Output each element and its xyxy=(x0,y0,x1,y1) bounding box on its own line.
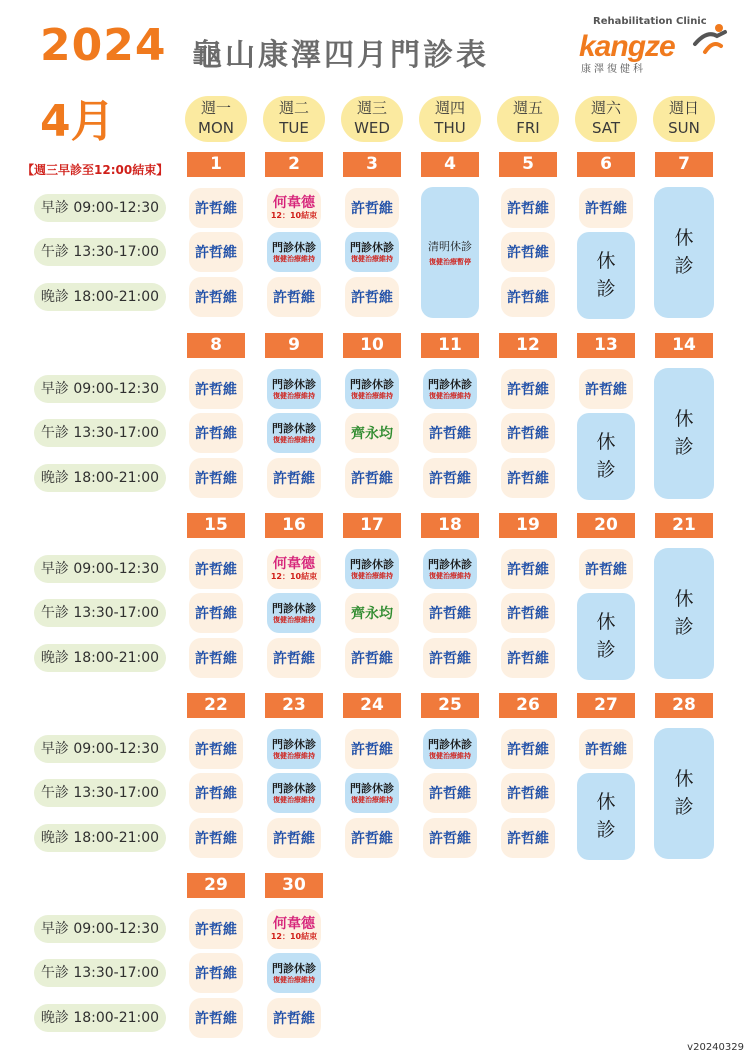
schedule-cell xyxy=(501,277,555,317)
date-box: 25 xyxy=(421,693,479,718)
slot-label: 早診 09:00-12:30 xyxy=(34,375,166,403)
doctor-name: 許哲維 xyxy=(507,245,549,261)
doctor-name: 許哲維 xyxy=(429,606,471,622)
doctor-name: 許哲維 xyxy=(273,651,315,667)
schedule-cell xyxy=(579,188,633,228)
day-header-zh: 週六 xyxy=(590,99,621,117)
schedule-cell xyxy=(501,458,555,498)
doctor-name: 許哲維 xyxy=(507,831,549,847)
schedule-cell xyxy=(267,277,321,317)
doctor-name: 許哲維 xyxy=(429,831,471,847)
doctor-name: 齊永均 xyxy=(351,426,393,442)
closed-label: 門診休診 xyxy=(350,240,394,254)
closed-cell xyxy=(345,773,399,813)
slot-label: 早診 09:00-12:30 xyxy=(34,194,166,222)
schedule-cell xyxy=(189,413,243,453)
schedule-cell xyxy=(345,188,399,228)
date-box: 7 xyxy=(655,152,713,177)
doctor-name: 許哲維 xyxy=(273,831,315,847)
schedule-cell xyxy=(267,549,321,589)
date-box: 13 xyxy=(577,333,635,358)
doctor-name: 許哲維 xyxy=(429,786,471,802)
schedule-cell xyxy=(267,458,321,498)
closed-label: 門診休診 xyxy=(272,421,316,435)
slot-label: 午診 13:30-17:00 xyxy=(34,599,166,627)
date-box: 10 xyxy=(343,333,401,358)
doctor-name: 許哲維 xyxy=(273,290,315,306)
off-char: 診 xyxy=(596,278,616,300)
schedule-cell xyxy=(501,413,555,453)
wednesday-note: 【週三早診至12:00結束】 xyxy=(22,163,169,177)
slot-label: 午診 13:30-17:00 xyxy=(34,959,166,987)
doctor-name: 許哲維 xyxy=(507,471,549,487)
clinic-logo xyxy=(575,16,735,75)
date-box: 9 xyxy=(265,333,323,358)
closed-sub-label: 復健治療維持 xyxy=(273,254,315,263)
closed-label: 門診休診 xyxy=(350,557,394,571)
slot-label: 早診 09:00-12:30 xyxy=(34,915,166,943)
doctor-name: 許哲維 xyxy=(195,966,237,982)
schedule-cell xyxy=(501,818,555,858)
sunday-off-block xyxy=(654,368,714,499)
closed-sub-label: 復健治療維持 xyxy=(429,751,471,760)
logo-chinese: 康澤復健科 xyxy=(581,64,646,75)
date-box: 26 xyxy=(499,693,557,718)
doctor-name: 許哲維 xyxy=(195,245,237,261)
doctor-name: 許哲維 xyxy=(429,471,471,487)
doctor-name: 許哲維 xyxy=(507,201,549,217)
off-char: 休 xyxy=(674,408,694,430)
schedule-cell xyxy=(579,549,633,589)
day-header-en: SAT xyxy=(591,119,621,137)
version-label: v20240329 xyxy=(687,1042,744,1053)
slot-label: 早診 09:00-12:30 xyxy=(34,555,166,583)
schedule-cell xyxy=(423,773,477,813)
sunday-off-block xyxy=(654,548,714,679)
closed-sub-label: 復健治療維持 xyxy=(273,615,315,624)
schedule-cell xyxy=(579,729,633,769)
saturday-off-block xyxy=(577,773,635,860)
saturday-off-block xyxy=(577,232,635,319)
day-header-en: THU xyxy=(434,119,466,137)
doctor-name: 許哲維 xyxy=(507,562,549,578)
closed-cell xyxy=(267,953,321,993)
month-heading: 4月 xyxy=(40,96,115,147)
schedule-cell xyxy=(501,369,555,409)
doctor-name: 許哲維 xyxy=(351,201,393,217)
day-header-en: FRI xyxy=(516,119,540,137)
doctor-name: 許哲維 xyxy=(195,290,237,306)
closed-sub-label: 復健治療維持 xyxy=(273,975,315,984)
holiday-cell xyxy=(421,187,479,318)
closed-cell xyxy=(267,593,321,633)
doctor-name: 許哲維 xyxy=(507,290,549,306)
off-char: 診 xyxy=(674,616,694,638)
closed-label: 門診休診 xyxy=(428,377,472,391)
day-header-en: MON xyxy=(198,119,234,137)
closed-sub-label: 復健治療維持 xyxy=(351,391,393,400)
closed-sub-label: 復健治療維持 xyxy=(273,391,315,400)
schedule-cell xyxy=(189,369,243,409)
doctor-name: 許哲維 xyxy=(429,651,471,667)
off-char: 休 xyxy=(596,791,616,813)
schedule-cell xyxy=(501,729,555,769)
off-char: 診 xyxy=(596,639,616,661)
doctor-name: 許哲維 xyxy=(195,201,237,217)
day-header-thu xyxy=(419,96,481,142)
doctor-name: 許哲維 xyxy=(507,382,549,398)
closed-sub-label: 復健治療維持 xyxy=(429,391,471,400)
closed-cell xyxy=(267,729,321,769)
date-box: 18 xyxy=(421,513,479,538)
schedule-cell xyxy=(501,593,555,633)
schedule-cell xyxy=(189,232,243,272)
day-header-mon xyxy=(185,96,247,142)
date-box: 2 xyxy=(265,152,323,177)
closed-label: 門診休診 xyxy=(350,377,394,391)
date-box: 19 xyxy=(499,513,557,538)
closed-label: 門診休診 xyxy=(272,781,316,795)
schedule-cell xyxy=(345,413,399,453)
doctor-name: 許哲維 xyxy=(195,426,237,442)
date-box: 20 xyxy=(577,513,635,538)
schedule-cell xyxy=(423,593,477,633)
date-box: 6 xyxy=(577,152,635,177)
page-title: 龜山康澤四月門診表 xyxy=(192,38,489,73)
closed-label: 門診休診 xyxy=(428,557,472,571)
closed-sub-label: 復健治療維持 xyxy=(273,435,315,444)
schedule-cell xyxy=(345,729,399,769)
schedule-cell xyxy=(189,953,243,993)
doctor-name: 何韋德 xyxy=(273,916,315,932)
schedule-cell xyxy=(501,188,555,228)
schedule-cell xyxy=(267,909,321,949)
doctor-name: 許哲維 xyxy=(351,651,393,667)
schedule-cell xyxy=(189,773,243,813)
logo-figure-icon xyxy=(691,22,731,58)
doctor-name: 許哲維 xyxy=(195,606,237,622)
doctor-name: 許哲維 xyxy=(195,651,237,667)
doctor-name: 許哲維 xyxy=(351,290,393,306)
closed-cell xyxy=(267,773,321,813)
holiday-sub-label: 復健治療暫停 xyxy=(429,258,471,266)
day-header-en: TUE xyxy=(279,119,309,137)
off-char: 診 xyxy=(596,819,616,841)
schedule-cell xyxy=(189,593,243,633)
doctor-name: 許哲維 xyxy=(507,651,549,667)
slot-label: 晚診 18:00-21:00 xyxy=(34,824,166,852)
date-box: 12 xyxy=(499,333,557,358)
off-char: 診 xyxy=(674,796,694,818)
schedule-cell xyxy=(189,729,243,769)
schedule-cell xyxy=(579,369,633,409)
closed-cell xyxy=(267,369,321,409)
doctor-name: 許哲維 xyxy=(585,201,627,217)
end-time-note: 12：10結束 xyxy=(270,572,318,581)
doctor-name: 許哲維 xyxy=(429,426,471,442)
doctor-name: 許哲維 xyxy=(195,1011,237,1027)
date-box: 30 xyxy=(265,873,323,898)
doctor-name: 許哲維 xyxy=(351,831,393,847)
schedule-cell xyxy=(189,188,243,228)
schedule-cell xyxy=(267,818,321,858)
date-box: 28 xyxy=(655,693,713,718)
slot-label: 午診 13:30-17:00 xyxy=(34,238,166,266)
saturday-off-block xyxy=(577,593,635,680)
schedule-cell xyxy=(501,638,555,678)
schedule-cell xyxy=(189,909,243,949)
day-header-fri xyxy=(497,96,559,142)
schedule-cell xyxy=(189,549,243,589)
schedule-cell xyxy=(345,277,399,317)
doctor-name: 許哲維 xyxy=(195,562,237,578)
day-header-zh: 週二 xyxy=(278,99,309,117)
date-box: 15 xyxy=(187,513,245,538)
closed-label: 門診休診 xyxy=(428,737,472,751)
doctor-name: 許哲維 xyxy=(195,742,237,758)
slot-label: 晚診 18:00-21:00 xyxy=(34,644,166,672)
date-box: 11 xyxy=(421,333,479,358)
saturday-off-block xyxy=(577,413,635,500)
schedule-cell xyxy=(267,638,321,678)
day-header-tue xyxy=(263,96,325,142)
doctor-name: 許哲維 xyxy=(351,742,393,758)
closed-label: 門診休診 xyxy=(272,961,316,975)
schedule-cell xyxy=(423,413,477,453)
date-box: 17 xyxy=(343,513,401,538)
schedule-cell xyxy=(501,549,555,589)
doctor-name: 許哲維 xyxy=(585,742,627,758)
doctor-name: 許哲維 xyxy=(507,742,549,758)
closed-sub-label: 復健治療維持 xyxy=(273,751,315,760)
sunday-off-block xyxy=(654,728,714,859)
schedule-cell xyxy=(423,818,477,858)
slot-label: 晚診 18:00-21:00 xyxy=(34,283,166,311)
doctor-name: 許哲維 xyxy=(351,471,393,487)
date-box: 8 xyxy=(187,333,245,358)
off-char: 休 xyxy=(674,768,694,790)
day-header-zh: 週日 xyxy=(668,99,699,117)
day-header-zh: 週四 xyxy=(434,99,465,117)
closed-sub-label: 復健治療維持 xyxy=(351,571,393,580)
day-header-zh: 週三 xyxy=(356,99,387,117)
closed-sub-label: 復健治療維持 xyxy=(351,254,393,263)
slot-label: 晚診 18:00-21:00 xyxy=(34,464,166,492)
off-char: 休 xyxy=(596,431,616,453)
closed-label: 門診休診 xyxy=(272,377,316,391)
doctor-name: 許哲維 xyxy=(507,786,549,802)
closed-cell xyxy=(423,729,477,769)
date-box: 22 xyxy=(187,693,245,718)
schedule-cell xyxy=(267,188,321,228)
doctor-name: 許哲維 xyxy=(195,922,237,938)
closed-label: 門診休診 xyxy=(272,737,316,751)
schedule-cell xyxy=(345,638,399,678)
doctor-name: 許哲維 xyxy=(195,471,237,487)
day-header-sat xyxy=(575,96,637,142)
schedule-cell xyxy=(189,638,243,678)
date-box: 23 xyxy=(265,693,323,718)
date-box: 5 xyxy=(499,152,557,177)
date-box: 1 xyxy=(187,152,245,177)
closed-cell xyxy=(423,369,477,409)
off-char: 診 xyxy=(674,436,694,458)
day-header-zh: 週五 xyxy=(512,99,543,117)
schedule-cell xyxy=(189,277,243,317)
slot-label: 晚診 18:00-21:00 xyxy=(34,1004,166,1032)
closed-cell xyxy=(345,369,399,409)
schedule-cell xyxy=(189,818,243,858)
closed-cell xyxy=(345,232,399,272)
date-box: 24 xyxy=(343,693,401,718)
slot-label: 午診 13:30-17:00 xyxy=(34,419,166,447)
doctor-name: 何韋德 xyxy=(273,556,315,572)
off-char: 診 xyxy=(674,255,694,277)
doctor-name: 許哲維 xyxy=(195,382,237,398)
schedule-cell xyxy=(267,998,321,1038)
date-box: 14 xyxy=(655,333,713,358)
slot-label: 午診 13:30-17:00 xyxy=(34,779,166,807)
date-box: 16 xyxy=(265,513,323,538)
schedule-cell xyxy=(501,773,555,813)
doctor-name: 許哲維 xyxy=(273,1011,315,1027)
schedule-cell xyxy=(423,638,477,678)
end-time-note: 12：10結束 xyxy=(270,932,318,941)
logo-brand: kangze xyxy=(579,30,675,63)
doctor-name: 許哲維 xyxy=(585,382,627,398)
doctor-name: 許哲維 xyxy=(273,471,315,487)
doctor-name: 許哲維 xyxy=(507,426,549,442)
closed-label: 門診休診 xyxy=(272,601,316,615)
sunday-off-block xyxy=(654,187,714,318)
year-heading: 2024 xyxy=(40,20,167,71)
date-box: 27 xyxy=(577,693,635,718)
doctor-name: 許哲維 xyxy=(585,562,627,578)
closed-cell xyxy=(267,232,321,272)
schedule-cell xyxy=(189,998,243,1038)
day-header-sun xyxy=(653,96,715,142)
date-box: 21 xyxy=(655,513,713,538)
schedule-cell xyxy=(501,232,555,272)
doctor-name: 何韋德 xyxy=(273,195,315,211)
date-box: 3 xyxy=(343,152,401,177)
doctor-name: 許哲維 xyxy=(507,606,549,622)
closed-sub-label: 復健治療維持 xyxy=(351,795,393,804)
closed-cell xyxy=(423,549,477,589)
end-time-note: 12：10結束 xyxy=(270,211,318,220)
schedule-cell xyxy=(345,593,399,633)
closed-sub-label: 復健治療維持 xyxy=(429,571,471,580)
day-header-en: WED xyxy=(354,119,390,137)
off-char: 休 xyxy=(596,611,616,633)
doctor-name: 許哲維 xyxy=(195,831,237,847)
closed-cell xyxy=(345,549,399,589)
off-char: 休 xyxy=(674,227,694,249)
day-header-en: SUN xyxy=(668,119,700,137)
schedule-cell xyxy=(189,458,243,498)
off-char: 診 xyxy=(596,459,616,481)
schedule-cell xyxy=(345,818,399,858)
closed-label: 門診休診 xyxy=(350,781,394,795)
schedule-cell xyxy=(345,458,399,498)
closed-cell xyxy=(267,413,321,453)
slot-label: 早診 09:00-12:30 xyxy=(34,735,166,763)
logo-english: Rehabilitation Clinic xyxy=(593,16,707,27)
day-header-wed xyxy=(341,96,403,142)
closed-sub-label: 復健治療維持 xyxy=(273,795,315,804)
date-box: 29 xyxy=(187,873,245,898)
off-char: 休 xyxy=(674,588,694,610)
date-box: 4 xyxy=(421,152,479,177)
doctor-name: 許哲維 xyxy=(195,786,237,802)
schedule-cell xyxy=(423,458,477,498)
closed-label: 門診休診 xyxy=(272,240,316,254)
doctor-name: 齊永均 xyxy=(351,606,393,622)
holiday-label: 清明休診 xyxy=(428,240,472,253)
day-header-zh: 週一 xyxy=(200,99,231,117)
off-char: 休 xyxy=(596,250,616,272)
